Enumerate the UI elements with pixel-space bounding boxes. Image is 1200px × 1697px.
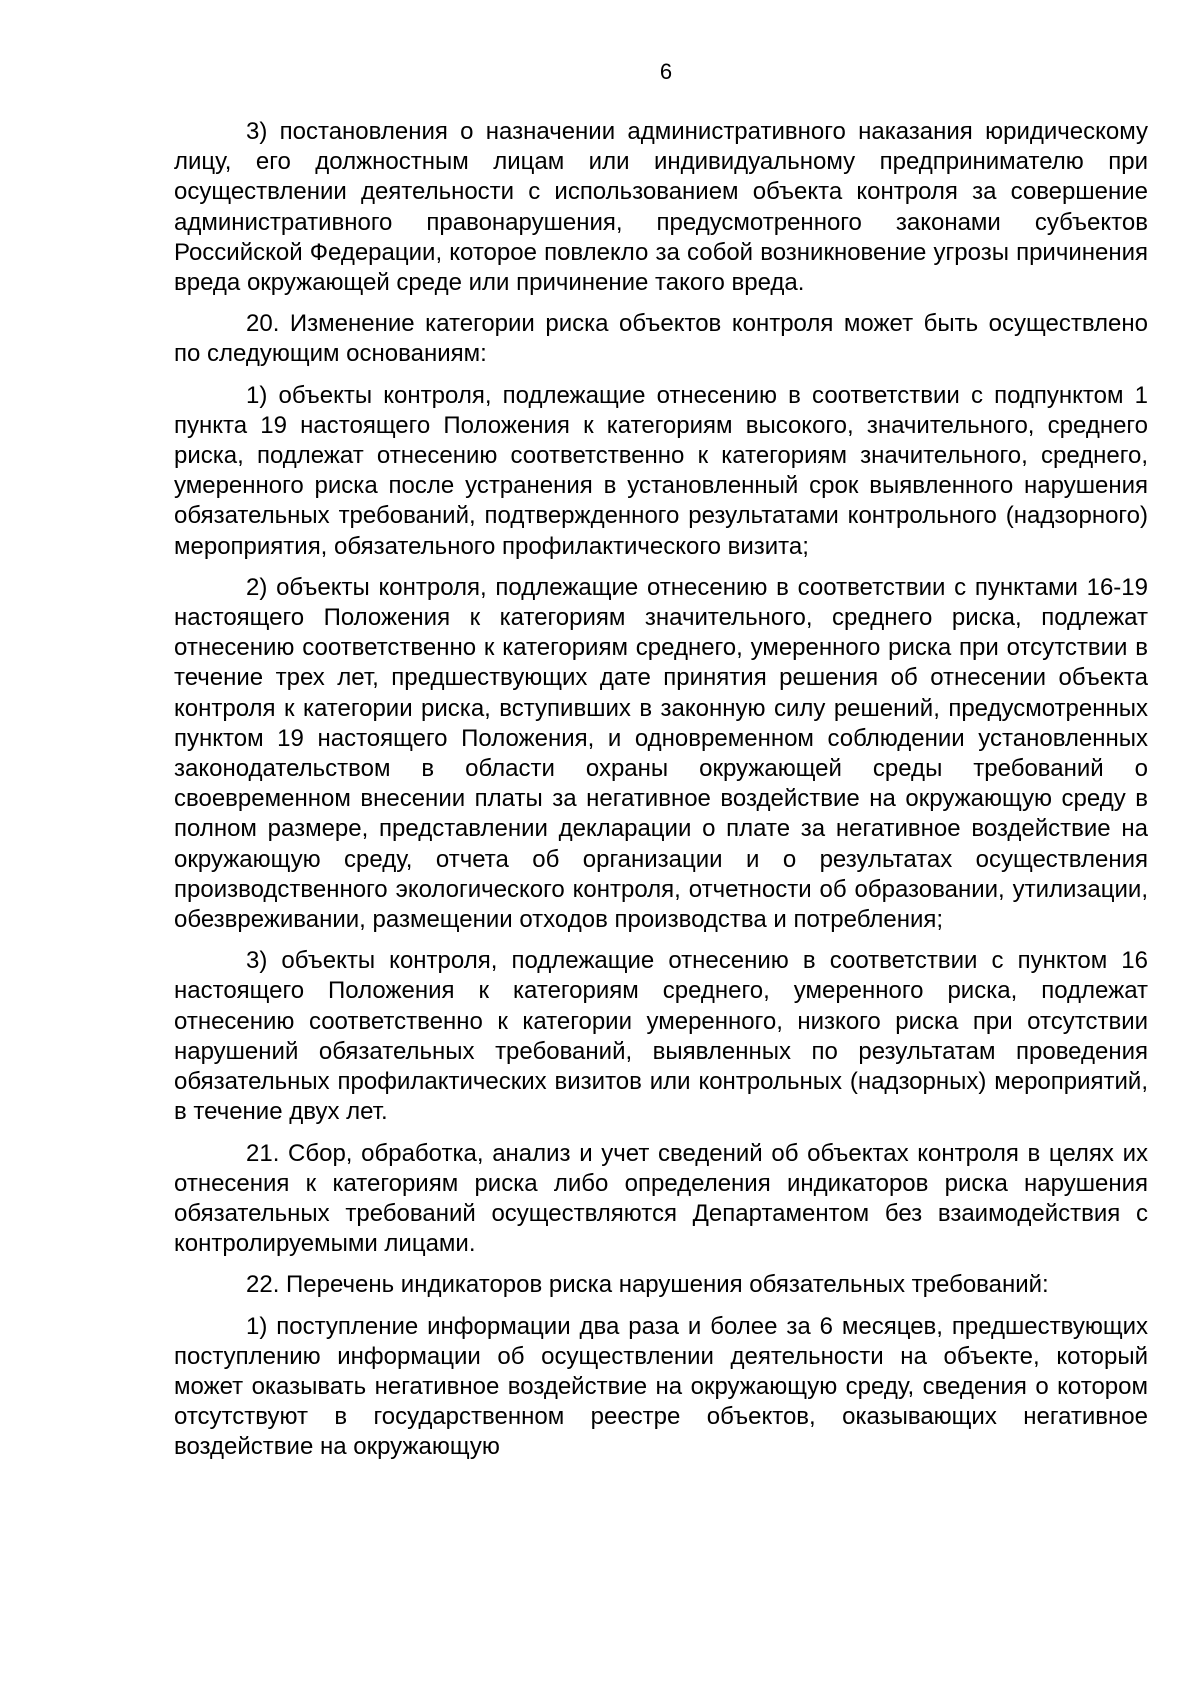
paragraph-item-22-subitem-1: 1) поступление информации два раза и более за 6 месяцев, предшествующих поступлению информации об осуществлении деятельности на объекте, который может оказывать негативное воздействие на окружающую среду, сведения о котором отсутствуют в государственном реестре объектов, оказывающих негативное воздействие на окружающую xyxy=(174,1312,1148,1461)
paragraph-item-20: 20. Изменение категории риска объектов контроля может быть осуществлено по следующим основаниям: xyxy=(174,310,1148,368)
paragraph-subitem-3-resolutions: 3) постановления о назначении административного наказания юридическому лицу, его должностным лицам или индивидуальному предпринимателю при осуществлении деятельности с использованием объекта контроля за совершение административного правонарушения, предусмотренного законами субъектов Российской Федерации, которое повлекло за собой возникновение угрозы причинения вреда окружающей среде или причинение такого вреда. xyxy=(174,118,1148,297)
paragraph-item-20-subitem-1: 1) объекты контроля, подлежащие отнесению в соответствии с подпунктом 1 пункта 19 настоящего Положения к категориям высокого, значительного, среднего риска, подлежат отнесению соответственно к категориям значительного, среднего, умеренного риска после устранения в установленный срок выявленного нарушения обязательных требований, подтвержденного результатами контрольного (надзорного) мероприятия, обязательного профилактического визита; xyxy=(174,381,1148,560)
paragraph-item-20-subitem-3: 3) объекты контроля, подлежащие отнесению в соответствии с пунктом 16 настоящего Положения к категориям среднего, умеренного риска, подлежат отнесению соответственно к категории умеренного, низкого риска при отсутствии нарушений обязательных требований, выявленных по результатам проведения обязательных профилактических визитов или контрольных (надзорных) мероприятий, в течение двух лет. xyxy=(174,947,1148,1126)
document-body xyxy=(174,117,1148,1474)
paragraph-item-20-subitem-2: 2) объекты контроля, подлежащие отнесению в соответствии с пунктами 16-19 настоящего Положения к категориям значительного, среднего риска, подлежат отнесению соответственно к категориям среднего, умеренного риска при отсутствии в течение трех лет, предшествующих дате принятия решения об отнесении объекта контроля к категории риска, вступивших в законную силу решений, предусмотренных пунктом 19 настоящего Положения, и одновременном соблюдении установленных законодательством в области охраны окружающей среды требований о своевременном внесении платы за негативное воздействие на окружающую среду в полном размере, представлении декларации о плате за негативное воздействие на окружающую среду, отчета об организации и о результатах осуществления производственного экологического контроля, отчетности об образовании, утилизации, обезвреживании, размещении отходов производства и потребления; xyxy=(174,573,1148,934)
page-number: 6 xyxy=(659,59,673,84)
paragraph-item-22: 22. Перечень индикаторов риска нарушения обязательных требований: xyxy=(246,1271,1049,1299)
paragraph-item-21: 21. Сбор, обработка, анализ и учет сведений об объектах контроля в целях их отнесения к категориям риска либо определения индикаторов риска нарушения обязательных требований осуществляются Департаментом без взаимодействия с контролируемыми лицами. xyxy=(174,1139,1148,1258)
